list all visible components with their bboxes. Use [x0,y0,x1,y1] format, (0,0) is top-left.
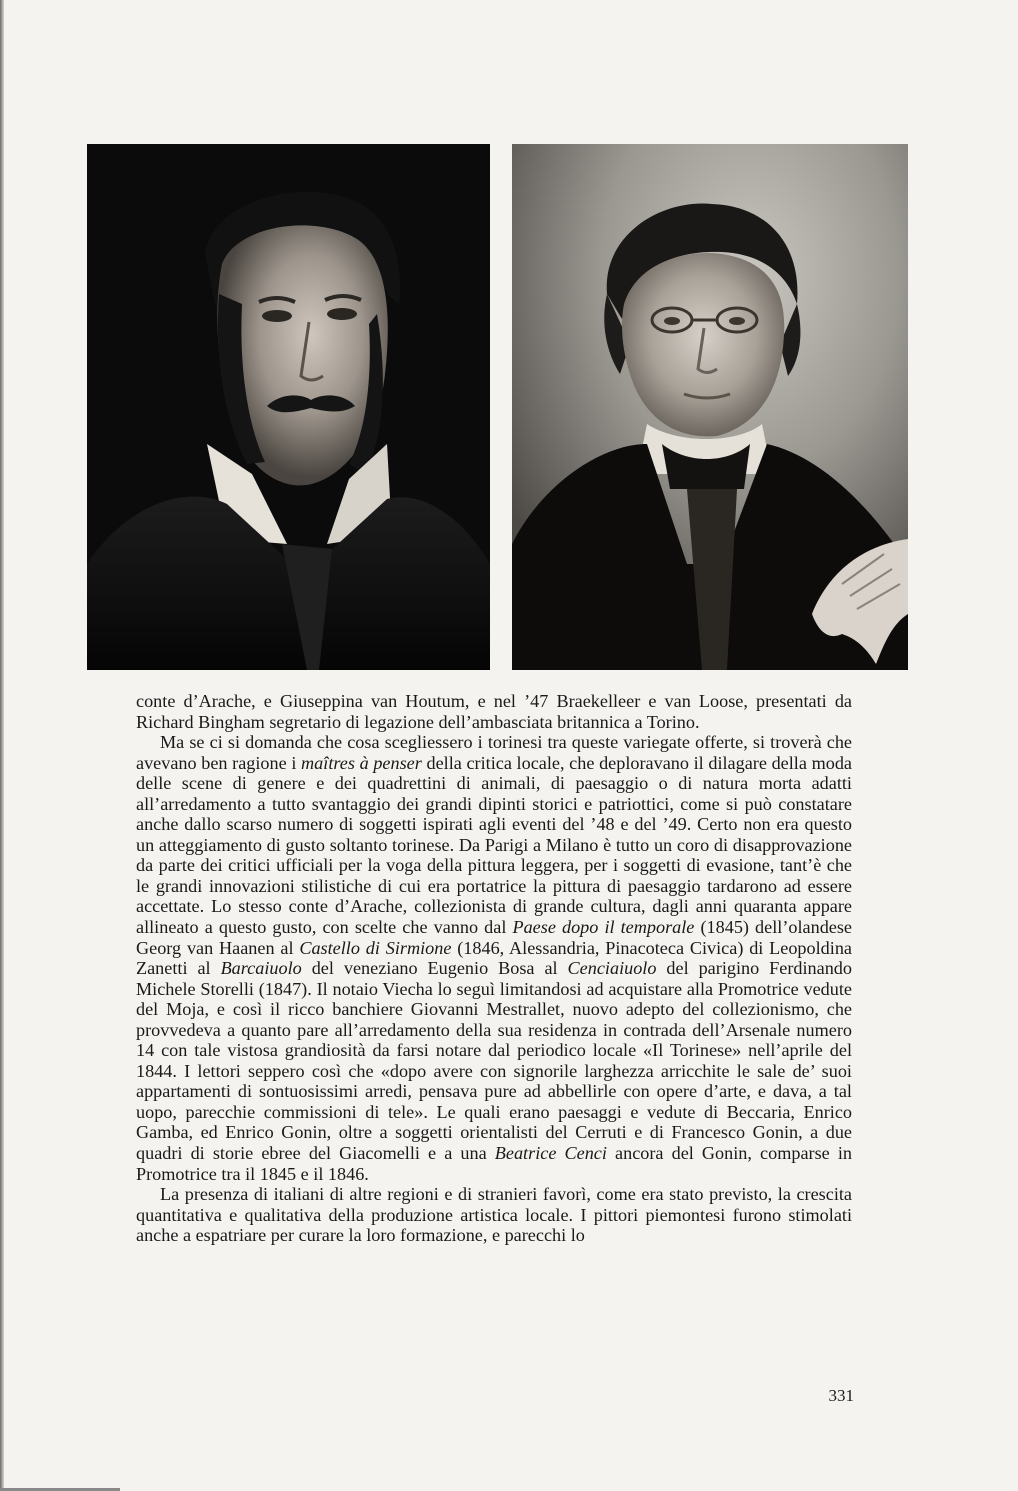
text-segment: conte d’Arache, e Giuseppina van Houtum, e nel ’47 Braekelleer e van Loose, presentati da Richard Bingham segretario di legazione dell’ambasciata britannica a Torino. [136,691,852,732]
text-segment: La presenza di italiani di altre regioni e di stranieri favorì, come era stato previsto, la crescita quantitativa e qualitativa della produzione artistica locale. I pittori piemontesi furono stimolati anche a espatriare per curare la loro formazione, e parecchi lo [136,1184,852,1246]
italic-term: maîtres à penser [301,752,422,773]
artwork-title: Cenciaiuolo [567,958,657,979]
paragraph-2 [136,732,852,1184]
body-text [136,691,852,1246]
text-segment: della critica locale, che deploravano il dilagare della moda delle scene di genere e dei quadrettini di animali, di paesaggio o di natura morta adatti all’arredamento a tutto svantaggio dei grandi dipinti storici e patriottici, come si può constatare anche dallo scarso numero di soggetti ispirati agli eventi del ’48 e del ’49. Certo non era questo un atteggiamento di gusto soltanto torinese. Da Parigi a Milano è tutto un coro di disapprovazione da parte dei critici ufficiali per la voga della pittura leggera, per i soggetti di evasione, tant’è che le grandi innovazioni stilistiche di cui era portatrice la pittura di paesaggio tardarono ad essere accettate. Lo stesso conte d’Arache, collezionista di grande cultura, dagli anni quaranta appare allineato a questo gusto, con scelte che vanno dal [136,752,852,938]
portrait-young-man [87,144,490,670]
paragraph-3 [136,1184,852,1246]
text-segment: ancora del Gonin, comparse in Promotrice tra il 1845 e il 1846. [136,1143,852,1184]
text-segment: (1845) dell’olandese Georg van Haanen al [136,917,853,958]
portrait-man-with-glasses-image [512,144,908,670]
page-number: 331 [828,1386,854,1405]
text-segment: del veneziano Eugenio Bosa al [301,958,568,979]
portrait-young-man-image [87,144,490,670]
artwork-title: Paese dopo il temporale [512,917,695,938]
artwork-title: Barcaiuolo [220,958,302,979]
text-segment: (1846, Alessandria, Pinacoteca Civica) di Leopoldina Zanetti al [136,937,852,979]
paragraph-1 [136,691,852,732]
text-segment: Ma se ci si domanda che cosa scegliessero i torinesi tra queste variegate offerte, si troverà che avevano ben ragione i [136,732,852,773]
artwork-title: Castello di Sirmione [299,937,452,958]
portrait-man-with-glasses [512,144,908,670]
text-segment: del parigino Ferdinando Michele Storelli (1847). Il notaio Viecha lo seguì limitandosi ad acquistare alla Promotrice vedute del Moja, e così il ricco banchiere Giovanni Mestrallet, nuovo adepto del collezionismo, che provvedeva a quanto pare all’arredamento della sua residenza in contrada dell’Arsenale numero 14 con tale vistosa grandiosità da farsi notare dal periodico locale «Il Torinese» nell’aprile del 1844. I lettori seppero così che «dopo avere con signorile larghezza arricchite le sale de’ suoi appartamenti di sontuosissimi arredi, pensava pure ad abbellirle con opere d’arte, e dava, a tal uopo, parecchie commissioni di tele». Le quali erano paesaggi e vedute di Beccaria, Enrico Gamba, ed Enrico Gonin, oltre a soggetti orientalisti del Cerruti e di Francesco Gonin, a due quadri di storie ebree del Giacomelli e a una [136,958,852,1164]
page-edge [0,0,4,1491]
artwork-title: Beatrice Cenci [494,1143,607,1164]
